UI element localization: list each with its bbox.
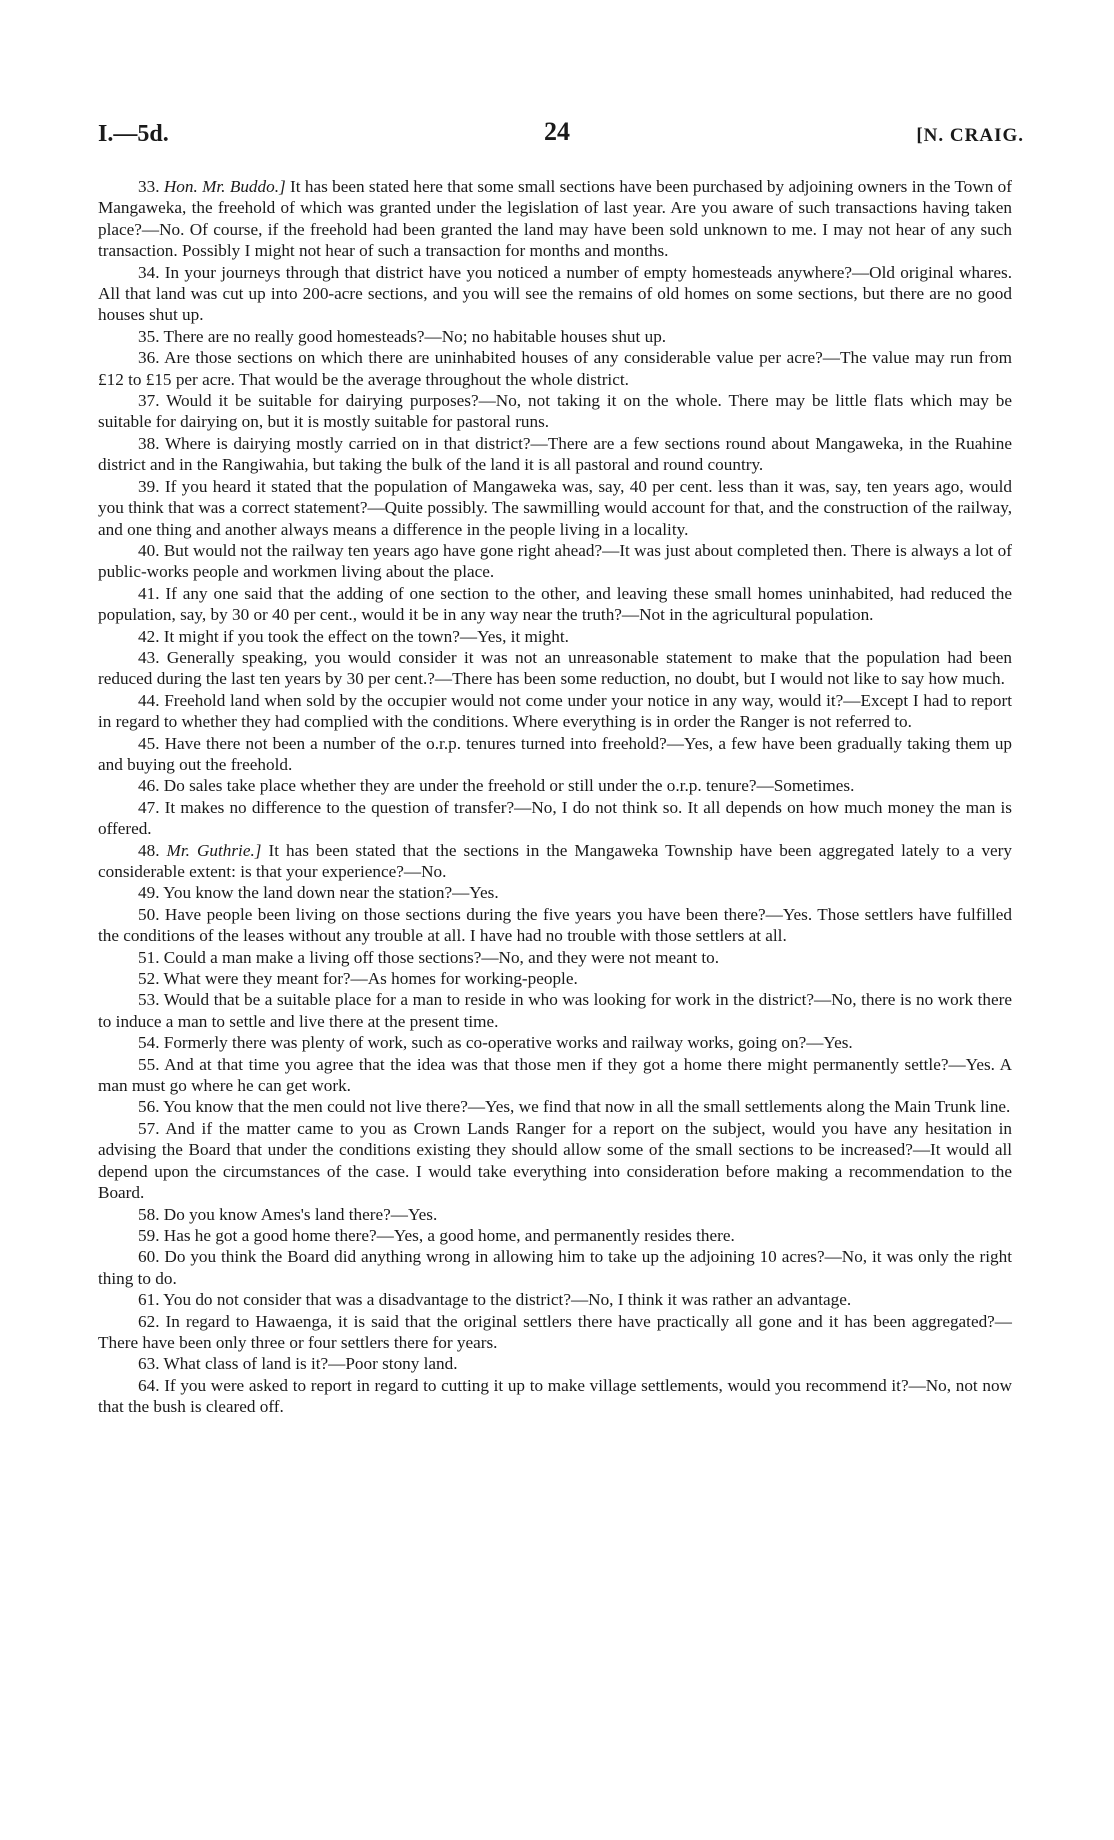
question-answer-text: Do you think the Board did anything wrong in allowing him to take up the adjoining 10 acres?—No, it was only the right thing to do. bbox=[98, 1247, 1012, 1288]
question-number: 33. bbox=[138, 177, 160, 196]
question-answer-text: And at that time you agree that the idea was that those men if they got a home there might permanently settle?—Yes. A man must go where he can get work. bbox=[98, 1054, 1012, 1096]
testimony-paragraph bbox=[98, 904, 1012, 947]
question-answer-text: Do you know Ames's land there?—Yes. bbox=[163, 1204, 438, 1224]
question-answer-text: It has been stated here that some small sections have been purchased by adjoining owners in the Town of Mangaweka, the freehold of which was granted under the legislation of last year. Are you aware of such transactions having taken place?—No. Of course, if the freehold had been granted the land may have been sold unknown to me. I may not hear of any such transaction. Possibly I might not hear of such a transaction for months and months. bbox=[98, 177, 1012, 261]
question-answer-text: Are those sections on which there are uninhabited houses of any considerable value per acre?—The value may run from £12 to £15 per acre. That would be the average throughout the whole district. bbox=[98, 348, 1012, 389]
question-answer-text: Have people been living on those sections during the five years you have been there?—Yes. Those settlers have fulfilled the conditions of the leases without any trouble at all. I have had no trouble with those settlers at all. bbox=[98, 904, 1013, 946]
question-number: 38. bbox=[138, 433, 160, 453]
question-answer-text: It might if you took the effect on the town?—Yes, it might. bbox=[163, 626, 569, 646]
question-number: 53. bbox=[138, 990, 160, 1010]
testimony-paragraph bbox=[98, 882, 1012, 903]
question-answer-text: Do sales take place whether they are under the freehold or still under the o.r.p. tenure?—Sometimes. bbox=[163, 776, 855, 796]
question-number: 51. bbox=[138, 947, 160, 967]
question-answer-text: Would that be a suitable place for a man to reside in who was looking for work in the district?—No, there is no work there to induce a man to settle and live there at the present time. bbox=[98, 990, 1012, 1031]
testimony-paragraph bbox=[98, 326, 1012, 347]
question-answer-text: Formerly there was plenty of work, such as co-operative works and railway works, going on?—Yes. bbox=[163, 1033, 853, 1053]
question-number: 58. bbox=[138, 1204, 160, 1224]
question-number: 42. bbox=[138, 626, 160, 646]
question-answer-text: There are no really good homesteads?—No; no habitable houses shut up. bbox=[163, 326, 667, 346]
testimony-paragraph bbox=[98, 176, 1012, 262]
question-number: 41. bbox=[138, 583, 160, 603]
testimony-paragraph bbox=[98, 1246, 1012, 1289]
testimony-paragraph bbox=[98, 1289, 1012, 1310]
question-answer-text: In regard to Hawaenga, it is said that the original settlers there have practically all gone and it has been aggregated?—There have been only three or four settlers there for years. bbox=[98, 1311, 1012, 1352]
question-answer-text: If you heard it stated that the population of Mangaweka was, say, 40 per cent. less than it was, say, ten years ago, would you think that was a correct statement?—Quite possibly. The sawmilling would account for that, and the construction of the railway, and one thing and another always means a difference in the people living in a locality. bbox=[98, 476, 1012, 539]
question-number: 43. bbox=[138, 647, 160, 667]
testimony-paragraph bbox=[98, 347, 1012, 390]
question-answer-text: Has he got a good home there?—Yes, a good home, and permanently resides there. bbox=[163, 1225, 735, 1245]
testimony-paragraph bbox=[98, 1054, 1012, 1097]
speaker-name: Mr. Guthrie.] bbox=[166, 840, 262, 860]
question-answer-text: In your journeys through that district have you noticed a number of empty homesteads anywhere?—Old original whares. All that land was cut up into 200-acre sections, and you will see the remains of old homes on some sections, but there are no good houses shut up. bbox=[98, 262, 1013, 325]
question-number: 60. bbox=[138, 1247, 160, 1267]
testimony-paragraph bbox=[98, 1225, 1012, 1246]
testimony-paragraph bbox=[98, 626, 1012, 647]
testimony-paragraph bbox=[98, 1204, 1012, 1225]
testimony-paragraph bbox=[98, 1096, 1012, 1117]
testimony-paragraph bbox=[98, 476, 1012, 540]
testimony-paragraph bbox=[98, 797, 1012, 840]
document-reference: I.—5d. bbox=[98, 121, 169, 147]
question-number: 36. bbox=[138, 348, 160, 368]
testimony-paragraph bbox=[98, 1353, 1012, 1374]
question-number: 50. bbox=[138, 904, 160, 924]
question-number: 52. bbox=[138, 969, 160, 989]
question-number: 56. bbox=[138, 1097, 160, 1117]
page-number: 24 bbox=[544, 117, 570, 146]
question-answer-text: Generally speaking, you would consider it was not an unreasonable statement to make that the population had been reduced during the last ten years by 30 per cent.?—There has been some reduction, no doubt, but I would not like to say how much. bbox=[98, 647, 1013, 689]
testimony-paragraph bbox=[98, 583, 1012, 626]
question-answer-text: Have there not been a number of the o.r.p. tenures turned into freehold?—Yes, a few have been gradually taking them up and buying out the freehold. bbox=[98, 733, 1013, 774]
testimony-paragraph bbox=[98, 947, 1012, 968]
question-answer-text: You know the land down near the station?—Yes. bbox=[163, 883, 499, 903]
question-number: 61. bbox=[138, 1290, 160, 1310]
testimony-paragraph bbox=[98, 1118, 1012, 1204]
question-answer-text: Where is dairying mostly carried on in that district?—There are a few sections round about Mangaweka, in the Ruahine district and in the Rangiwahia, but taking the bulk of the land it is all pastoral and round country. bbox=[98, 433, 1013, 475]
testimony-paragraph bbox=[98, 840, 1012, 883]
question-number: 35. bbox=[138, 326, 160, 346]
speaker-name: Hon. Mr. Buddo.] bbox=[163, 177, 286, 196]
question-number: 49. bbox=[138, 883, 160, 903]
question-number: 64. bbox=[138, 1375, 160, 1395]
testimony-paragraph bbox=[98, 1311, 1012, 1354]
question-number: 44. bbox=[138, 690, 160, 710]
question-number: 63. bbox=[138, 1354, 160, 1374]
question-number: 48. bbox=[138, 840, 160, 860]
testimony-paragraph bbox=[98, 733, 1012, 776]
question-number: 34. bbox=[138, 262, 160, 282]
testimony-paragraph bbox=[98, 540, 1012, 583]
testimony-paragraph bbox=[98, 1375, 1012, 1418]
question-number: 45. bbox=[138, 733, 160, 753]
question-number: 55. bbox=[138, 1054, 160, 1074]
question-answer-text: If you were asked to report in regard to cutting it up to make village settlements, would you recommend it?—No, not now that the bush is cleared off. bbox=[98, 1375, 1012, 1417]
testimony-body bbox=[98, 176, 1012, 1418]
testimony-paragraph bbox=[98, 775, 1012, 796]
question-answer-text: You know that the men could not live there?—Yes, we find that now in all the small settlements along the Main Trunk line. bbox=[163, 1097, 1011, 1117]
testimony-paragraph bbox=[98, 968, 1012, 989]
testimony-paragraph bbox=[98, 390, 1012, 433]
question-number: 57. bbox=[138, 1118, 160, 1138]
question-answer-text: What class of land is it?—Poor stony land. bbox=[163, 1354, 458, 1374]
question-number: 40. bbox=[138, 540, 160, 560]
testimony-paragraph bbox=[98, 989, 1012, 1032]
question-answer-text: It makes no difference to the question of transfer?—No, I do not think so. It all depends on how much money the man is offered. bbox=[98, 797, 1012, 839]
witness-name: [N. CRAIG. bbox=[916, 125, 1024, 146]
question-number: 37. bbox=[138, 391, 160, 411]
question-answer-text: If any one said that the adding of one section to the other, and leaving these small homes uninhabited, had reduced the population, say, by 30 or 40 per cent., would it be in any way near the truth?—Not in the agricultural population. bbox=[98, 583, 1012, 625]
question-answer-text: It has been stated that the sections in the Mangaweka Township have been aggregated lately to a very considerable extent: is that your experience?—No. bbox=[98, 840, 1013, 881]
testimony-paragraph bbox=[98, 690, 1012, 733]
testimony-paragraph bbox=[98, 262, 1012, 326]
question-answer-text: Would it be suitable for dairying purposes?—No, not taking it on the whole. There may be little flats which may be suitable for dairying on, but it is mostly suitable for pastoral runs. bbox=[98, 391, 1012, 432]
testimony-paragraph bbox=[98, 433, 1012, 476]
question-number: 54. bbox=[138, 1033, 160, 1053]
testimony-paragraph bbox=[98, 647, 1012, 690]
question-answer-text: And if the matter came to you as Crown Lands Ranger for a report on the subject, would you have any hesitation in advising the Board that under the conditions existing they should allow some of the small sections to be increased?—It would all depend upon the circumstances of the case. I would take everything into consideration before making a recommendation to the Board. bbox=[98, 1118, 1012, 1203]
question-number: 46. bbox=[138, 776, 160, 796]
question-number: 59. bbox=[138, 1225, 160, 1245]
testimony-paragraph bbox=[98, 1032, 1012, 1053]
question-answer-text: You do not consider that was a disadvantage to the district?—No, I think it was rather an advantage. bbox=[163, 1290, 852, 1310]
question-number: 47. bbox=[138, 797, 160, 817]
question-answer-text: Could a man make a living off those sections?—No, and they were not meant to. bbox=[163, 947, 720, 967]
question-answer-text: Freehold land when sold by the occupier would not come under your notice in any way, would it?—Except I had to report in regard to whether they had complied with the conditions. Where everything is in order the Ranger is not referred to. bbox=[98, 690, 1012, 732]
question-number: 62. bbox=[138, 1311, 160, 1331]
question-number: 39. bbox=[138, 476, 160, 496]
question-answer-text: What were they meant for?—As homes for working-people. bbox=[163, 969, 578, 989]
question-answer-text: But would not the railway ten years ago have gone right ahead?—It was just about completed then. There is always a lot of public-works people and workmen living about the place. bbox=[98, 540, 1012, 582]
